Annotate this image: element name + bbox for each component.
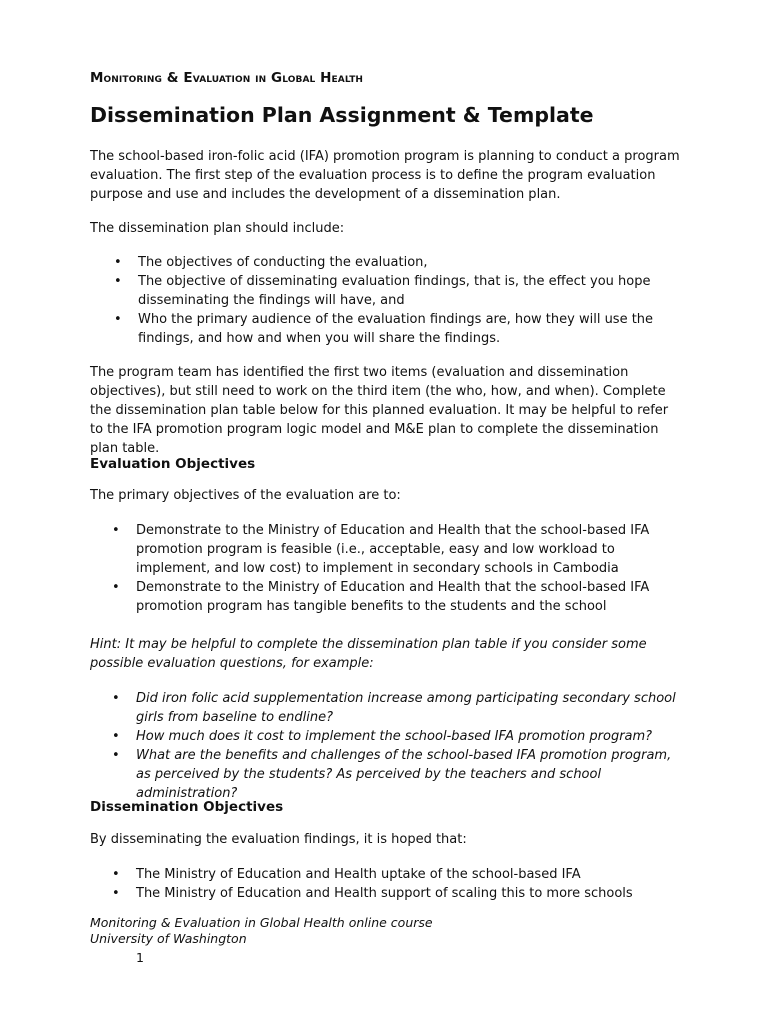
intro-paragraph: The school-based iron-folic acid (IFA) promotion program is planning to conduct a program evaluation. The first step of the evaluation process is to define the program evaluation purpose and use and includes the development of a dissemination plan. xyxy=(90,149,680,202)
evaluation-objectives-list xyxy=(90,521,680,616)
bullet-icon: • xyxy=(112,729,120,744)
list-item: • The objectives of conducting the evaluation, xyxy=(114,255,428,270)
list-item: • The Ministry of Education and Health support of scaling this to more schools xyxy=(112,886,633,901)
dissemination-objectives-heading: Dissemination Objectives xyxy=(90,799,284,815)
list-item: • The objective of disseminating evaluation findings, that is, the effect you hope disseminating the findings will have, and xyxy=(114,274,651,308)
evaluation-questions-list xyxy=(90,689,680,803)
dissemination-objectives-lead: By disseminating the evaluation findings, it is hoped that: xyxy=(90,832,467,847)
page-number: 1 xyxy=(136,950,144,965)
list-item: • Who the primary audience of the evaluation findings are, how they will use the findings, and how and when you will share the findings. xyxy=(114,312,654,346)
list-item: • Demonstrate to the Ministry of Education and Health that the school-based IFA promotion program has tangible benefits to the students and the school xyxy=(112,580,650,614)
list-item: • How much does it cost to implement the school-based IFA promotion program? xyxy=(112,729,653,744)
list-item: • Demonstrate to the Ministry of Education and Health that the school-based IFA promotion program is feasible (i.e., acceptable, easy and low workload to implement, and low cost) to implement in secondary schools in Cambodia xyxy=(112,523,650,576)
bullet-icon: • xyxy=(114,274,122,289)
bullet-icon: • xyxy=(112,691,120,706)
list-item: • What are the benefits and challenges of the school-based IFA promotion program, as perceived by the students? As perceived by the teachers and school administration? xyxy=(112,748,672,801)
footer-course: Monitoring & Evaluation in Global Health online course xyxy=(90,915,433,930)
dissemination-objectives-list xyxy=(90,865,680,903)
include-lead: The dissemination plan should include: xyxy=(90,221,345,236)
evaluation-objectives-heading: Evaluation Objectives xyxy=(90,456,256,472)
bullet-icon: • xyxy=(112,886,120,901)
hint-paragraph: Hint: It may be helpful to complete the dissemination plan table if you consider some possible evaluation questions, for example: xyxy=(90,637,647,671)
bullet-icon: • xyxy=(114,255,122,270)
running-head: Monitoring & Evaluation in Global Health xyxy=(90,70,364,86)
evaluation-objectives-lead: The primary objectives of the evaluation are to: xyxy=(90,488,401,503)
bullet-icon: • xyxy=(112,523,120,538)
list-item: • The Ministry of Education and Health uptake of the school-based IFA xyxy=(112,867,581,882)
include-list xyxy=(90,253,680,348)
list-item: • Did iron folic acid supplementation increase among participating secondary school girls from baseline to endline? xyxy=(112,691,676,725)
team-paragraph: The program team has identified the first two items (evaluation and dissemination objectives), but still need to work on the third item (the who, how, and when). Complete the dissemination plan table below for this planned evaluation. It may be helpful to refer to the IFA promotion program logic model and M&E plan to complete the dissemination plan table. xyxy=(90,365,669,456)
bullet-icon: • xyxy=(112,580,120,595)
footer-university: University of Washington xyxy=(90,931,247,946)
document-title: Dissemination Plan Assignment & Template xyxy=(90,103,594,127)
bullet-icon: • xyxy=(112,867,120,882)
bullet-icon: • xyxy=(112,748,120,763)
page-footer xyxy=(90,915,433,947)
bullet-icon: • xyxy=(114,312,122,327)
